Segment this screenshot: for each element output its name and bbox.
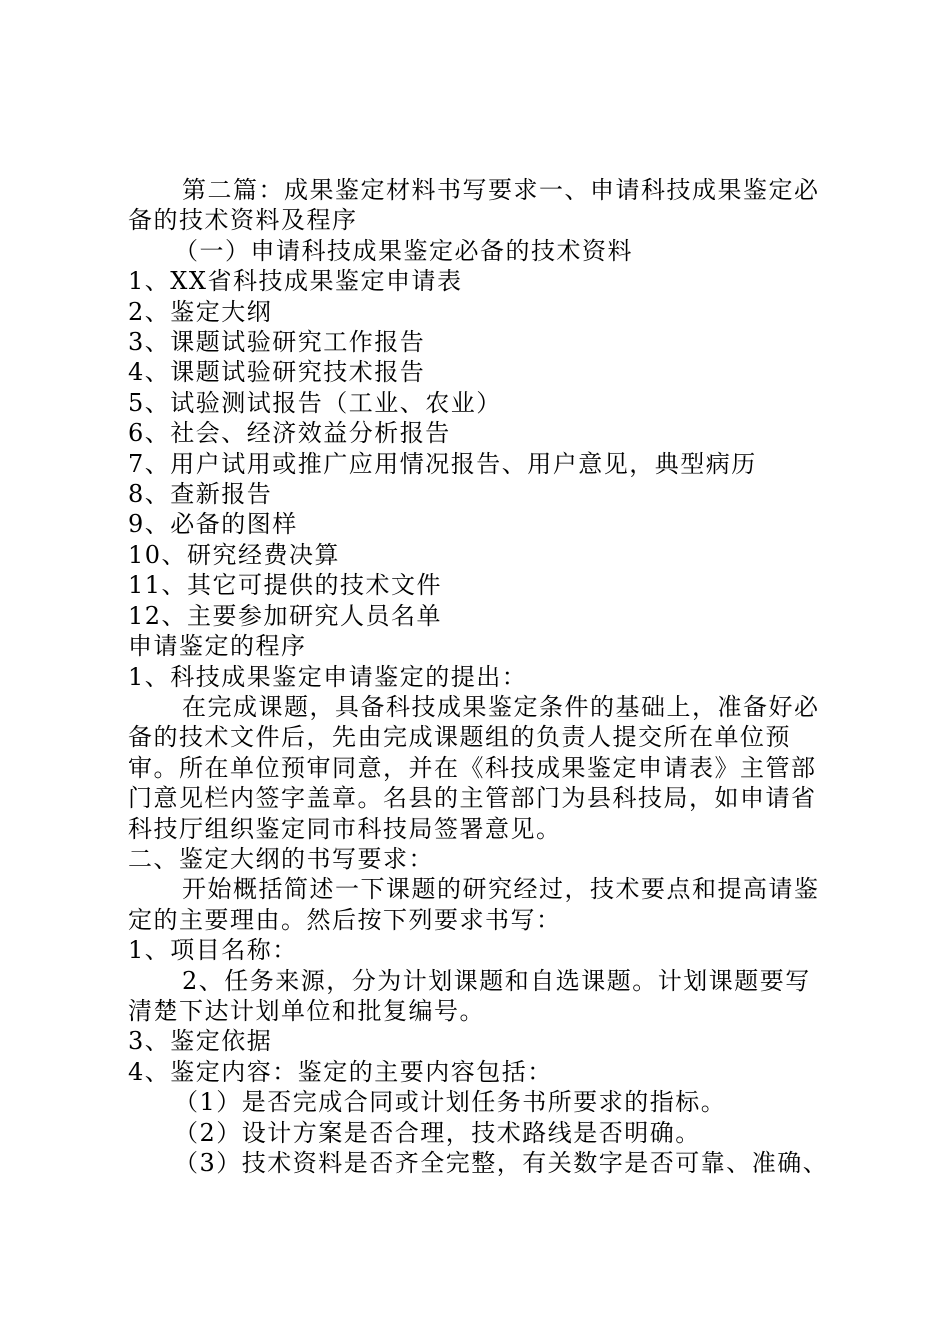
content-item: （2）设计方案是否合理，技术路线是否明确。 [174, 1118, 701, 1147]
section2-intro: 开始概括简述一下课题的研究经过，技术要点和提高请鉴定的主要理由。然后按下列要求书写： [128, 875, 820, 934]
content-item: （3）技术资料是否齐全完整，有关数字是否可靠、准确、 [174, 1149, 829, 1177]
material-item: 10、研究经费决算 [128, 540, 341, 569]
outline-item: 1、项目名称： [128, 936, 298, 965]
material-item: 4、课题试验研究技术报告 [128, 358, 426, 387]
document-heading: 第二篇：成果鉴定材料书写要求一、申请科技成果鉴定必备的技术资料及程序 [128, 176, 820, 235]
section1-title: （一）申请科技成果鉴定必备的技术资料 [174, 236, 633, 265]
material-item: 5、试验测试报告（工业、农业） [128, 388, 502, 417]
material-item: 7、用户试用或推广应用情况报告、用户意见，典型病历 [128, 449, 757, 478]
outline-item: 4、鉴定内容：鉴定的主要内容包括： [128, 1057, 553, 1086]
material-item: 12、主要参加研究人员名单 [128, 601, 443, 630]
outline-item: 2、任务来源，分为计划课题和自选课题。计划课题要写清楚下达计划单位和批复编号。 [128, 966, 811, 1025]
material-item: 2、鉴定大纲 [128, 297, 273, 326]
outline-item: 3、鉴定依据 [128, 1027, 273, 1056]
material-item: 6、社会、经济效益分析报告 [128, 419, 451, 448]
procedure-title: 申请鉴定的程序 [128, 632, 307, 661]
content-item: （1）是否完成合同或计划任务书所要求的指标。 [174, 1088, 727, 1117]
document-body [128, 175, 833, 1178]
material-item: 1、XX省科技成果鉴定申请表 [128, 267, 463, 296]
procedure-paragraph: 在完成课题，具备科技成果鉴定条件的基础上，准备好必备的技术文件后，先由完成课题组的负责人提交所在单位预审。所在单位预审同意，并在《科技成果鉴定申请表》主管部门意见栏内签字盖章。名县的主管部门为县科技局，如申请省科技厅组织鉴定同市科技局签署意见。 [128, 692, 820, 843]
procedure-step: 1、科技成果鉴定申请鉴定的提出： [128, 662, 528, 691]
material-item: 11、其它可提供的技术文件 [128, 571, 443, 600]
material-item: 8、查新报告 [128, 480, 273, 509]
material-item: 9、必备的图样 [128, 510, 298, 539]
section2-title: 二、鉴定大纲的书写要求： [128, 844, 434, 873]
material-item: 3、课题试验研究工作报告 [128, 328, 426, 357]
